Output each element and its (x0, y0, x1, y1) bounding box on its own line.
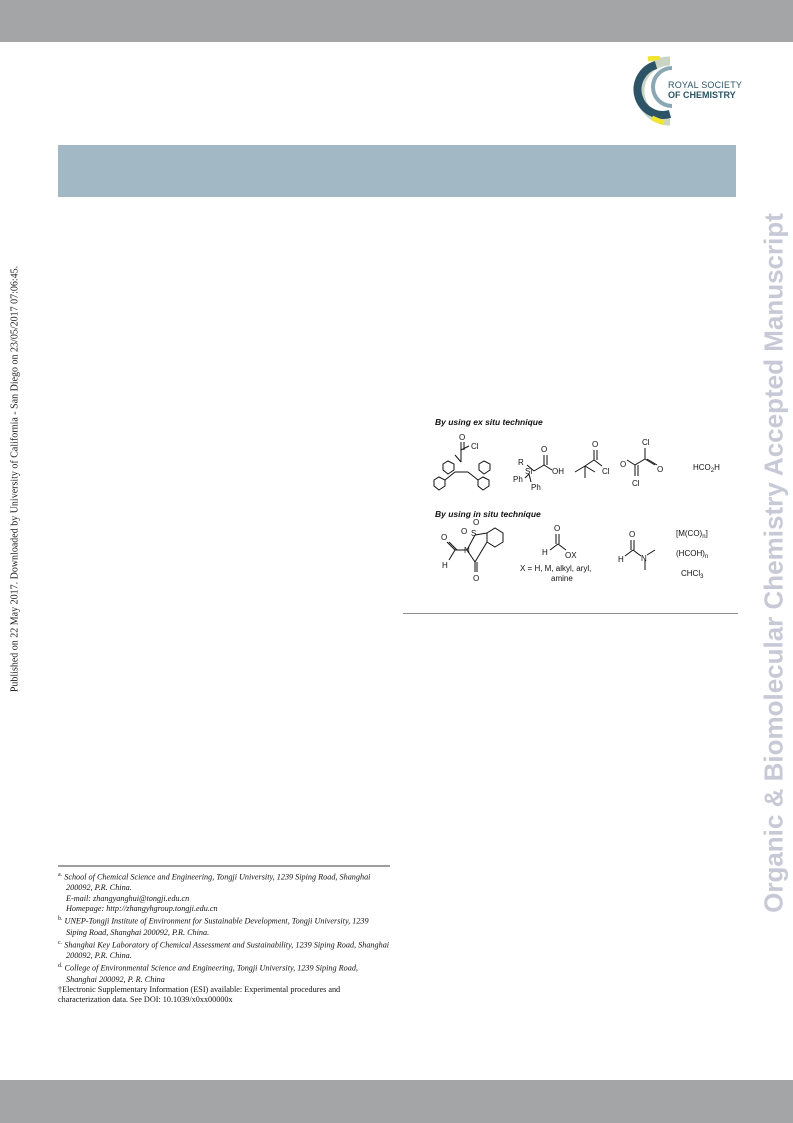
rsc-logo-text (668, 80, 742, 100)
in-situ-heading: By using in situ technique (435, 509, 541, 519)
sac-s: S (471, 529, 477, 538)
footnote-divider (58, 865, 390, 867)
piv-o: O (592, 440, 599, 449)
published-container (4, 238, 26, 720)
formic-acid: $HCO_2H$ (693, 463, 720, 474)
footnote-a: $^{a.}$ School of Chemical Science and Engineering, Tongji University, 1239 Siping Road, Shanghai 200092, P.R. China. E-mail: zhangyanghui@tongji.edu.cn Homepage: http://zhangyhgroup.tongji.edu.cn (58, 872, 371, 913)
footnote-d: $^{d.}$ College of Environmental Science and Engineering, Tongji University, 1239 Siping Road, Shanghai 200092, P. R. China (58, 963, 358, 984)
piv-cl: Cl (602, 467, 610, 476)
sac-o-b: O (473, 518, 480, 527)
si-r: R (518, 458, 524, 467)
top-banner (0, 0, 793, 42)
sac-o-d: O (441, 533, 448, 542)
fluorene-acyl-chloride (434, 442, 490, 490)
footnote-c: $^{c.}$ Shanghai Key Laboratory of Chemical Assessment and Sustainability, 1239 Siping Road, Shanghai 200092, P.R. China. (58, 939, 390, 961)
ex-situ-heading: By using ex situ technique (435, 417, 543, 427)
formate-x-line1: X = H, M, alkyl, aryl, (520, 564, 592, 573)
ox-o-right: O (657, 465, 664, 474)
formate-ox: OX (565, 551, 577, 560)
si-oh: OH (552, 467, 564, 476)
pivaloyl-chloride (575, 450, 602, 478)
si-o: O (541, 445, 548, 454)
dmf (625, 540, 655, 570)
formate-o: O (554, 524, 561, 533)
logo-line-1: ROYAL SOCIETY (668, 80, 743, 90)
sac-o-a: O (461, 527, 468, 536)
oxalyl-chloride (627, 448, 657, 476)
title-band (58, 145, 736, 197)
metal-carbonyl: $[M(CO)_n]$ (676, 529, 708, 540)
paraformaldehyde: $(HCOH)_n$ (676, 549, 709, 560)
formate-x-line2: amine (551, 574, 573, 583)
footnote-b: $^{b.}$ UNEP-Tongji Institute of Environment for Sustainable Development, Tongji University, 1239 Siping Road, Shanghai 200092, P.R. China. (58, 916, 369, 937)
bottom-banner (0, 1080, 793, 1123)
published-note: Published on 22 May 2017. Downloaded by University of California - San Diego on 23/05/2017 07:06:45. (9, 265, 21, 693)
footnotes (58, 870, 390, 1006)
fl-cl: Cl (471, 442, 479, 451)
journal-watermark: Organic & Biomolecular Chemistry Accepted Manuscript (758, 213, 789, 913)
dmf-o: O (629, 530, 636, 539)
ox-cl-bottom: Cl (632, 479, 640, 488)
dmf-n: N (641, 554, 647, 563)
watermark-container (754, 148, 793, 978)
si-si: Si (525, 467, 533, 476)
chloroform: CHCl$_3$ (681, 569, 704, 580)
graphic-divider (403, 613, 738, 614)
co-surrogate-scheme (403, 410, 738, 616)
formate (550, 534, 566, 550)
si-ph-2: Ph (531, 483, 541, 492)
sac-h: H (442, 561, 448, 570)
fl-o: O (459, 433, 466, 442)
ox-o-left: O (620, 460, 627, 469)
ox-cl-top: Cl (642, 438, 650, 447)
logo-line-2: OF CHEMISTRY (668, 90, 736, 100)
sac-o-c: O (473, 574, 480, 583)
formate-h: H (542, 548, 548, 557)
esi-note: †Electronic Supplementary Information (ESI) available: Experimental procedures and characterization data. See DOI: 10.1039/x0xx00000x (58, 985, 341, 1005)
dmf-h: H (618, 555, 624, 564)
si-ph-1: Ph (513, 475, 523, 484)
sac-n: N (464, 546, 470, 555)
